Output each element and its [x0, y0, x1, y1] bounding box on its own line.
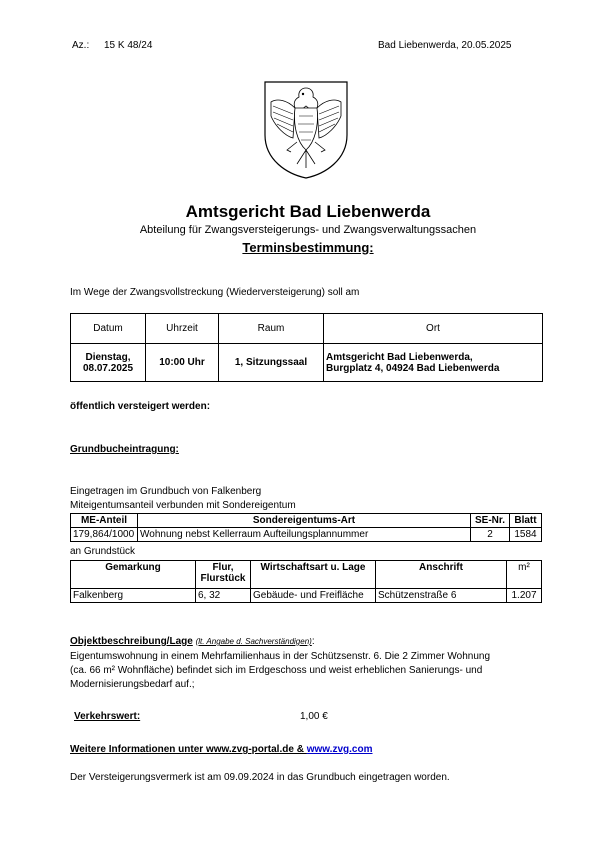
auction-text: öffentlich versteigert werden:	[70, 401, 211, 412]
coat-of-arms-emblem	[263, 80, 349, 180]
schedule-date-line2: 08.07.2025	[82, 362, 134, 374]
object-line: Modernisierungsbedarf auf.;	[70, 679, 195, 690]
intro-text: Im Wege der Zwangsvollstreckung (Wiederversteigerung) soll am	[70, 287, 360, 298]
land-register-line1: Eingetragen im Grundbuch von Falkenberg	[70, 486, 262, 497]
object-colon: :	[311, 636, 315, 647]
header-flur	[196, 561, 251, 589]
az-label: Az.:	[72, 40, 90, 51]
header-ort: Ort	[324, 314, 543, 344]
value-label: Verkehrswert:	[74, 711, 141, 722]
header-me-anteil: ME-Anteil	[71, 514, 138, 528]
cell-flur: 6, 32	[196, 589, 251, 603]
header-m2: m²	[507, 561, 542, 589]
footer-note: Der Versteigerungsvermerk ist am 09.09.2024 in das Grundbuch eingetragen worden.	[70, 772, 450, 783]
cell-wirtschaftsart: Gebäude- und Freifläche	[251, 589, 376, 603]
cell-gemarkung: Falkenberg	[71, 589, 196, 603]
header-wirtschaftsart: Wirtschaftsart u. Lage	[251, 561, 376, 589]
land-register-heading: Grundbucheintragung:	[70, 444, 179, 455]
header-uhrzeit: Uhrzeit	[146, 314, 219, 344]
object-heading: Objektbeschreibung/Lage	[70, 636, 193, 647]
cell-me-anteil: 179,864/1000	[71, 528, 138, 542]
object-line: Eigentumswohnung in einem Mehrfamilienhaus in der Schützsenstr. 6. Die 2 Zimmer Wohnung	[70, 651, 491, 662]
document-title: Terminsbestimmung:	[242, 240, 374, 255]
header-anschrift: Anschrift	[376, 561, 507, 589]
zvg-link[interactable]: www.zvg.com	[306, 744, 373, 755]
further-info	[70, 744, 372, 755]
header-blatt: Blatt	[510, 514, 542, 528]
schedule-date	[71, 344, 146, 382]
object-line: (ca. 66 m² Wohnfläche) befindet sich im Erdgeschoss und weist erheblichen Sanierungs- und	[70, 665, 483, 676]
place-date: Bad Liebenwerda, 20.05.2025	[378, 40, 512, 51]
schedule-time: 10:00 Uhr	[146, 344, 219, 382]
further-info-text: Weitere Informationen unter www.zvg-portal.de &	[70, 744, 307, 755]
cell-se-nr: 2	[471, 528, 510, 542]
object-heading-line	[70, 636, 315, 647]
header-flur-line1: Flur,	[212, 562, 234, 573]
land-register-line2: Miteigentumsanteil verbunden mit Sondereigentum	[70, 500, 296, 511]
plot-table	[70, 560, 542, 603]
an-grundstueck: an Grundstück	[70, 546, 136, 557]
court-department: Abteilung für Zwangsversteigerungs- und Zwangsverwaltungssachen	[139, 224, 477, 236]
share-table	[70, 513, 542, 542]
object-note: (lt. Angabe d. Sachverständigen)	[195, 637, 312, 646]
schedule-table	[70, 313, 543, 382]
schedule-place-line1: Amtsgericht Bad Liebenwerda,	[326, 351, 473, 363]
header-se-nr: SE-Nr.	[471, 514, 510, 528]
cell-blatt: 1584	[510, 528, 542, 542]
schedule-room: 1, Sitzungssaal	[219, 344, 324, 382]
header-datum: Datum	[71, 314, 146, 344]
object-description	[70, 650, 490, 692]
court-name: Amtsgericht Bad Liebenwerda	[185, 202, 431, 221]
header-gemarkung: Gemarkung	[71, 561, 196, 589]
schedule-date-line1: Dienstag,	[85, 351, 131, 363]
header-flur-line2: Flurstück	[200, 573, 246, 584]
cell-m2: 1.207	[507, 589, 542, 603]
schedule-place	[324, 344, 543, 382]
az-value: 15 K 48/24	[104, 40, 153, 51]
value-amount: 1,00 €	[300, 711, 328, 722]
schedule-place-line2: Burgplatz 4, 04924 Bad Liebenwerda	[326, 362, 500, 374]
cell-anschrift: Schützenstraße 6	[376, 589, 507, 603]
header-raum: Raum	[219, 314, 324, 344]
header-sondereigentums-art: Sondereigentums-Art	[138, 514, 471, 528]
cell-sondereigentums-art: Wohnung nebst Kellerraum Aufteilungsplannummer	[138, 528, 471, 542]
